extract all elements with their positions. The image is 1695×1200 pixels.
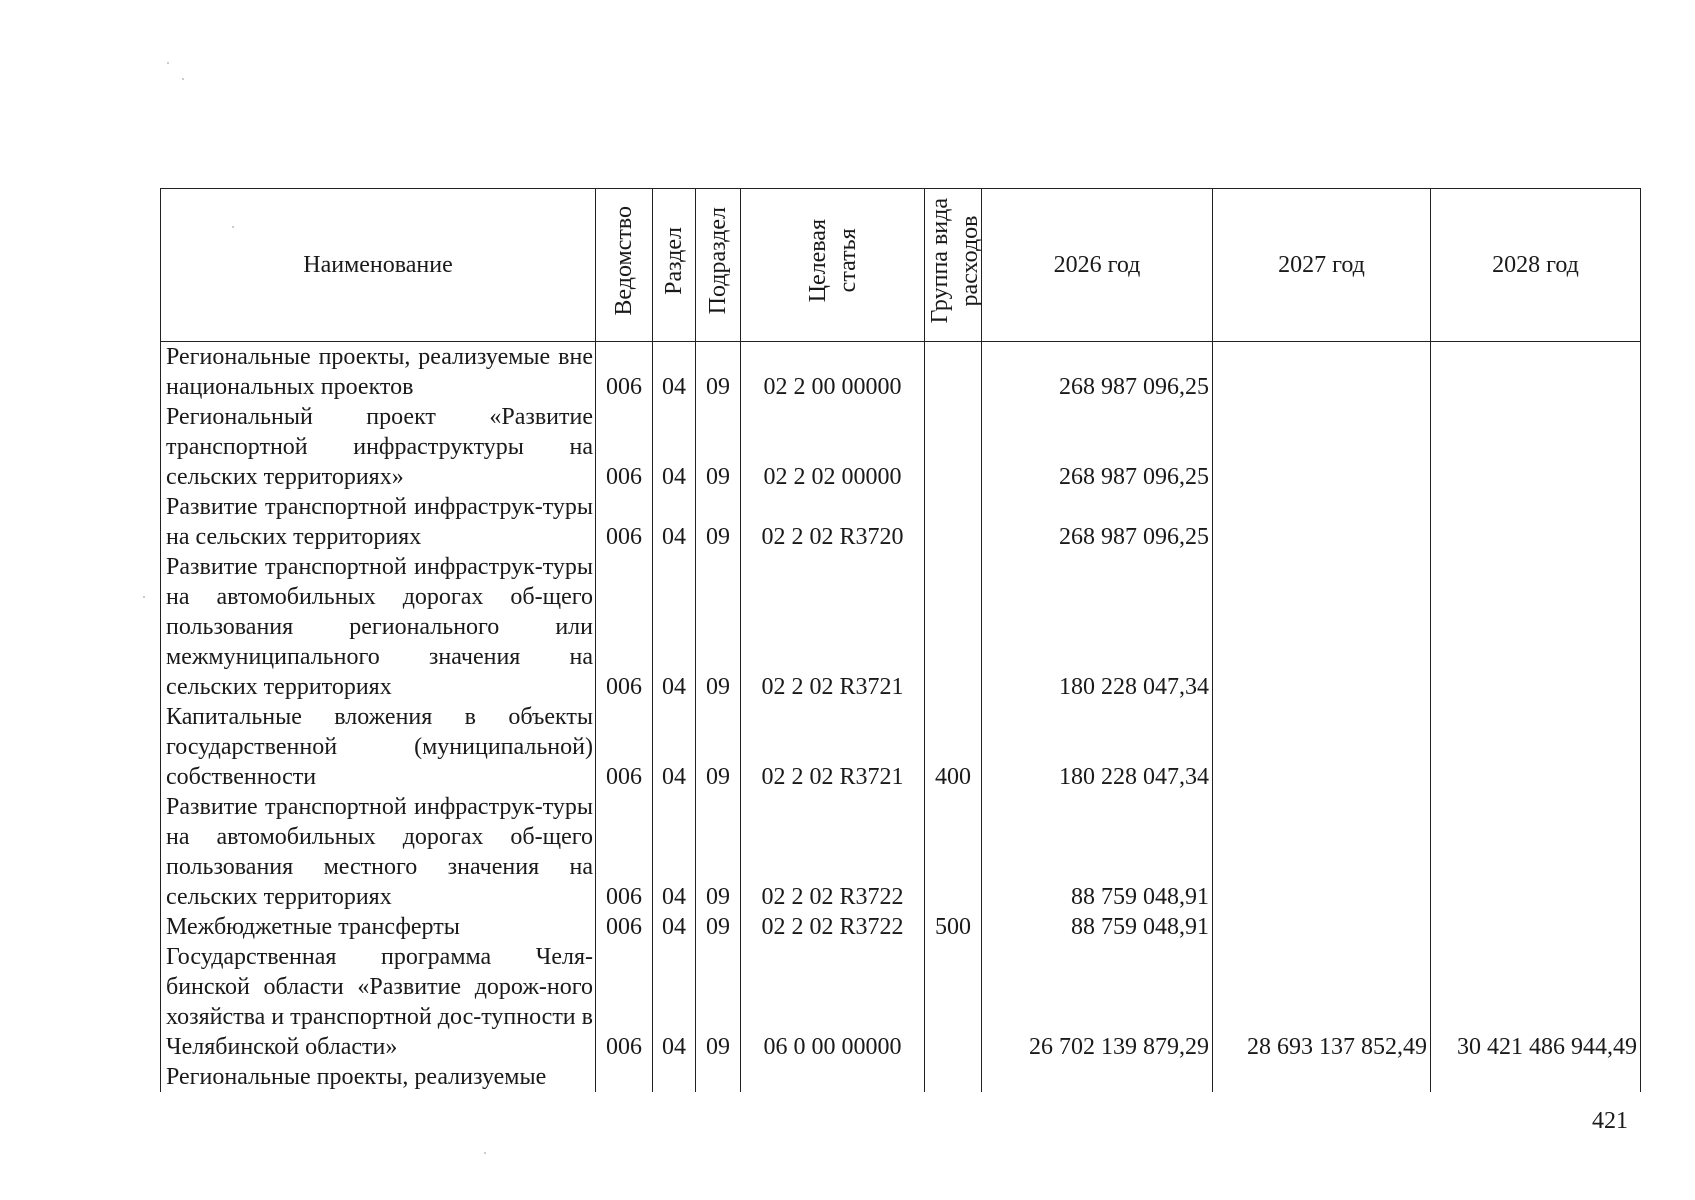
table-row — [161, 552, 1641, 702]
cell-2027 — [1213, 492, 1431, 552]
cell-expense-group — [925, 1062, 982, 1092]
cell-razdel: 04 — [653, 492, 696, 552]
cell-2026: 268 987 096,25 — [982, 342, 1213, 403]
header-2028: 2028 год — [1431, 189, 1641, 342]
header-row — [161, 189, 1641, 342]
cell-expense-group — [925, 942, 982, 1062]
cell-2026: 268 987 096,25 — [982, 492, 1213, 552]
cell-razdel: 04 — [653, 552, 696, 702]
cell-target-article: 02 2 02 R3722 — [741, 792, 925, 912]
cell-vedomstvo: 006 — [596, 702, 653, 792]
cell-2028 — [1431, 402, 1641, 492]
cell-vedomstvo: 006 — [596, 792, 653, 912]
cell-2028 — [1431, 492, 1641, 552]
cell-vedomstvo: 006 — [596, 492, 653, 552]
cell-2028 — [1431, 912, 1641, 942]
cell-target-article: 02 2 02 00000 — [741, 402, 925, 492]
cell-2026 — [982, 1062, 1213, 1092]
cell-2028: 30 421 486 944,49 — [1431, 942, 1641, 1062]
cell-2027 — [1213, 702, 1431, 792]
cell-2027 — [1213, 792, 1431, 912]
header-razdel: Раздел — [653, 189, 696, 342]
header-vedomstvo: Ведомство — [596, 189, 653, 342]
cell-razdel: 04 — [653, 792, 696, 912]
cell-podrazdel: 09 — [696, 792, 741, 912]
table-row — [161, 702, 1641, 792]
cell-podrazdel: 09 — [696, 942, 741, 1062]
cell-2027 — [1213, 552, 1431, 702]
header-2027: 2027 год — [1213, 189, 1431, 342]
cell-expense-group: 500 — [925, 912, 982, 942]
cell-2026: 88 759 048,91 — [982, 792, 1213, 912]
cell-2027 — [1213, 912, 1431, 942]
cell-2028 — [1431, 1062, 1641, 1092]
scan-speck — [484, 1152, 486, 1154]
cell-2027 — [1213, 402, 1431, 492]
cell-2027: 28 693 137 852,49 — [1213, 942, 1431, 1062]
cell-vedomstvo: 006 — [596, 402, 653, 492]
scan-speck — [182, 78, 184, 80]
table-row — [161, 912, 1641, 942]
cell-razdel: 04 — [653, 702, 696, 792]
cell-2028 — [1431, 342, 1641, 403]
header-expense-group: Группа вида расходов — [925, 189, 982, 342]
cell-2026: 26 702 139 879,29 — [982, 942, 1213, 1062]
cell-2026: 180 228 047,34 — [982, 552, 1213, 702]
cell-name: Региональные проекты, реализуемые вне национальных проектов — [161, 342, 596, 403]
cell-podrazdel: 09 — [696, 402, 741, 492]
cell-target-article: 02 2 02 R3721 — [741, 552, 925, 702]
table-row — [161, 942, 1641, 1062]
cell-razdel: 04 — [653, 402, 696, 492]
cell-podrazdel: 09 — [696, 342, 741, 403]
header-target-article: Целевая статья — [741, 189, 925, 342]
cell-name: Государственная программа Челя-бинской области «Развитие дорож-ного хозяйства и транспортной дос-тупности в Челябинской области» — [161, 942, 596, 1062]
budget-table — [160, 188, 1641, 1092]
cell-2027 — [1213, 342, 1431, 403]
cell-podrazdel: 09 — [696, 492, 741, 552]
scan-speck — [167, 62, 169, 64]
cell-name: Капитальные вложения в объекты государственной (муниципальной) собственности — [161, 702, 596, 792]
cell-vedomstvo: 006 — [596, 342, 653, 403]
cell-target-article: 02 2 00 00000 — [741, 342, 925, 403]
cell-expense-group — [925, 552, 982, 702]
cell-2026: 88 759 048,91 — [982, 912, 1213, 942]
cell-expense-group — [925, 492, 982, 552]
cell-2028 — [1431, 552, 1641, 702]
table-row — [161, 1062, 1641, 1092]
page-number: 421 — [1592, 1108, 1628, 1134]
cell-name: Развитие транспортной инфраструк-туры на автомобильных дорогах об-щего пользования местного значения на сельских территориях — [161, 792, 596, 912]
cell-podrazdel: 09 — [696, 912, 741, 942]
cell-vedomstvo — [596, 1062, 653, 1092]
cell-target-article: 02 2 02 R3721 — [741, 702, 925, 792]
header-2026: 2026 год — [982, 189, 1213, 342]
cell-razdel — [653, 1062, 696, 1092]
cell-vedomstvo: 006 — [596, 552, 653, 702]
scan-speck — [232, 226, 234, 228]
cell-expense-group — [925, 792, 982, 912]
cell-2026: 180 228 047,34 — [982, 702, 1213, 792]
cell-expense-group — [925, 402, 982, 492]
cell-expense-group — [925, 342, 982, 403]
table-row — [161, 492, 1641, 552]
cell-razdel: 04 — [653, 342, 696, 403]
cell-vedomstvo: 006 — [596, 942, 653, 1062]
table-row — [161, 792, 1641, 912]
cell-expense-group: 400 — [925, 702, 982, 792]
cell-name: Развитие транспортной инфраструк-туры на сельских территориях — [161, 492, 596, 552]
cell-target-article: 02 2 02 R3720 — [741, 492, 925, 552]
cell-target-article: 06 0 00 00000 — [741, 942, 925, 1062]
table-row — [161, 342, 1641, 403]
cell-target-article — [741, 1062, 925, 1092]
cell-podrazdel: 09 — [696, 552, 741, 702]
cell-razdel: 04 — [653, 912, 696, 942]
cell-2028 — [1431, 792, 1641, 912]
cell-name: Региональный проект «Развитие транспортной инфраструктуры на сельских территориях» — [161, 402, 596, 492]
cell-2026: 268 987 096,25 — [982, 402, 1213, 492]
scan-speck — [143, 596, 145, 598]
cell-name: Региональные проекты, реализуемые — [161, 1062, 596, 1092]
cell-target-article: 02 2 02 R3722 — [741, 912, 925, 942]
cell-name: Межбюджетные трансферты — [161, 912, 596, 942]
header-name: Наименование — [161, 189, 596, 342]
header-podrazdel: Подраздел — [696, 189, 741, 342]
cell-2028 — [1431, 702, 1641, 792]
table-row — [161, 402, 1641, 492]
cell-podrazdel — [696, 1062, 741, 1092]
cell-razdel: 04 — [653, 942, 696, 1062]
cell-name: Развитие транспортной инфраструк-туры на автомобильных дорогах об-щего пользования регионального или межмуниципального значения на сельских территориях — [161, 552, 596, 702]
cell-vedomstvo: 006 — [596, 912, 653, 942]
cell-podrazdel: 09 — [696, 702, 741, 792]
cell-2027 — [1213, 1062, 1431, 1092]
